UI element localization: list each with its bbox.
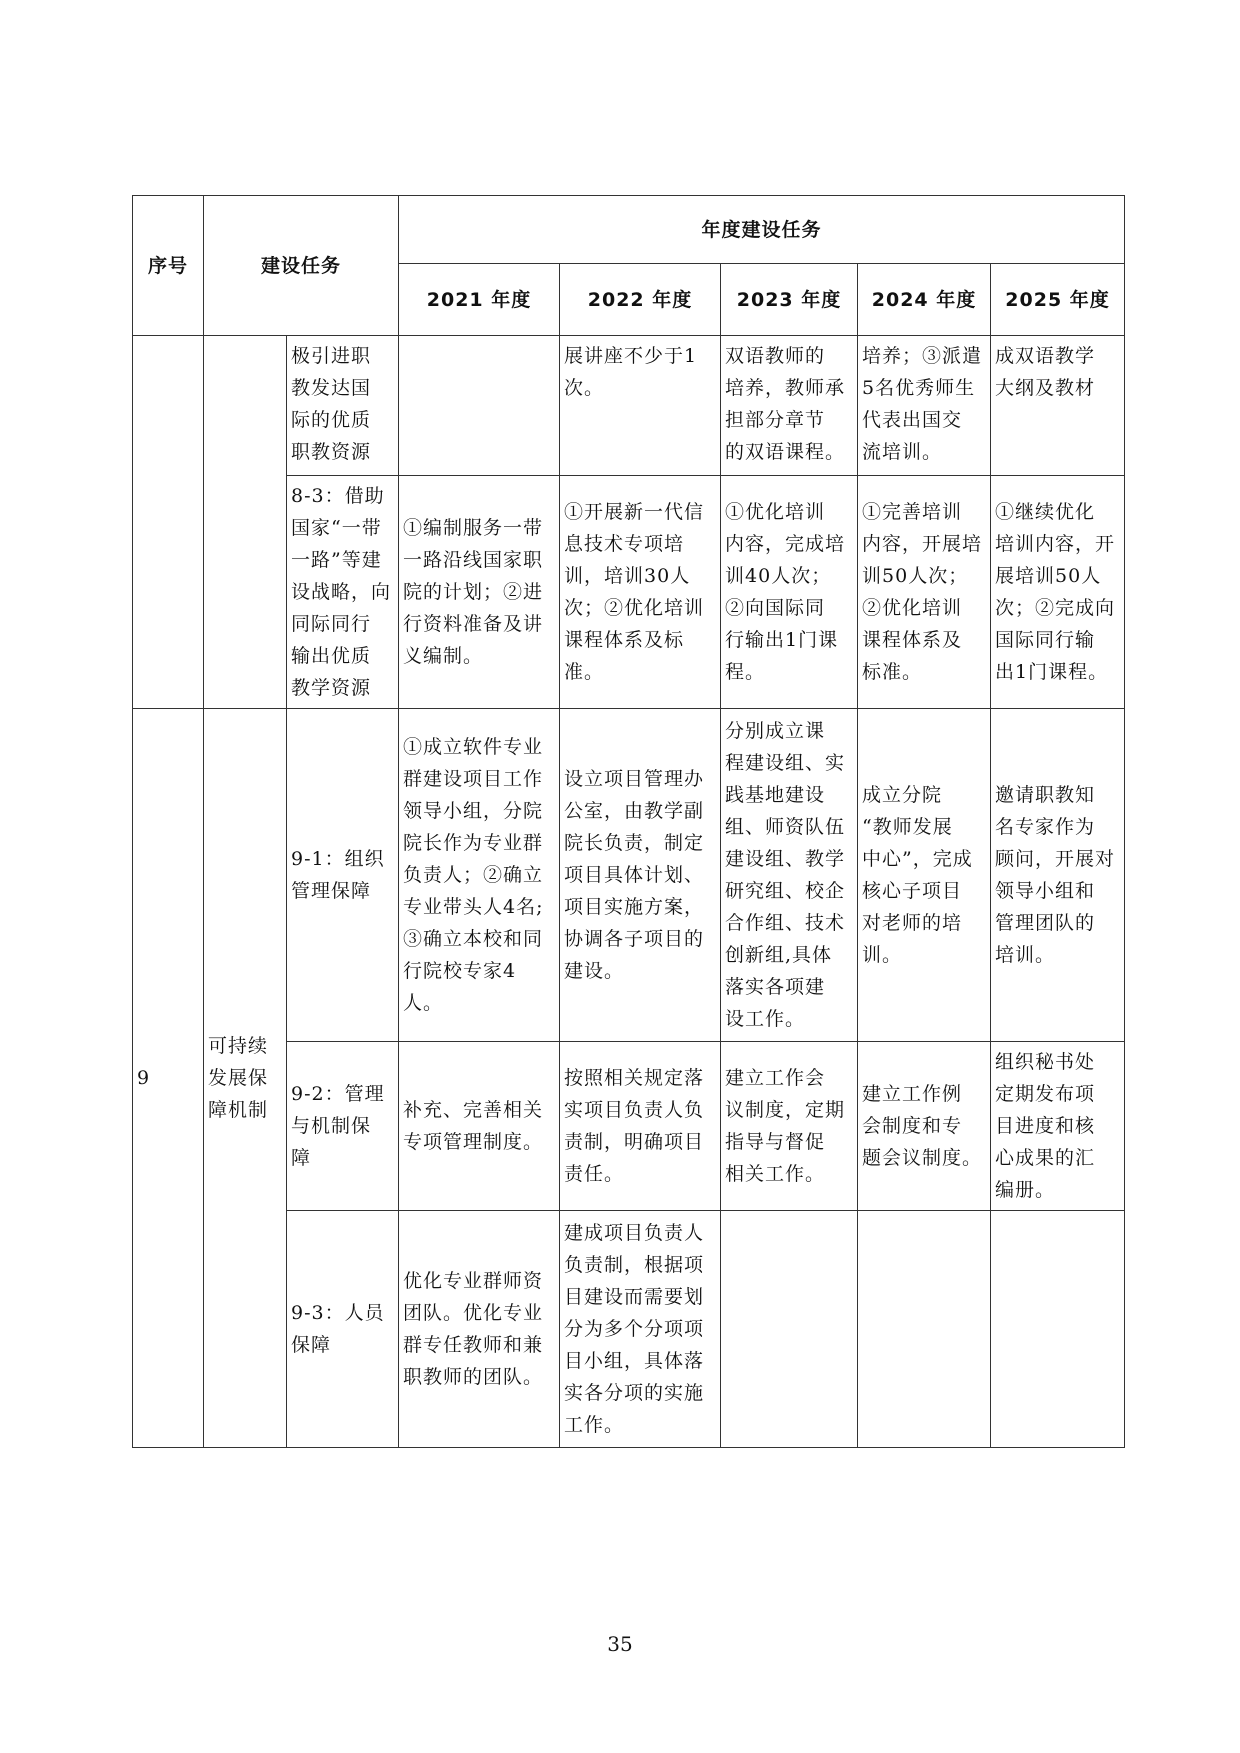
header-seq: 序号 [133,196,204,336]
year-2023-cell: ①优化培训 内容，完成培 训40人次； ②向国际同 行输出1门课 程。 [721,476,858,709]
header-annual-task: 年度建设任务 [399,196,1125,264]
year-2021-cell: ①成立软件专业 群建设项目工作 领导小组，分院 院长作为专业群 负责人；②确立 专业带头人4名; ③确立本校和同 行院校专家4 人。 [399,709,560,1042]
year-2023-cell: 分别成立课 程建设组、实 践基地建设 组、师资队伍 建设组、教学 研究组、校企 合作组、技术 创新组,具体 落实各项建 设工作。 [721,709,858,1042]
year-2022-cell: 按照相关规定落 实项目负责人负 责制，明确项目 责任。 [560,1042,721,1211]
header-task: 建设任务 [204,196,399,336]
year-2024-cell: 培养；③派遣 5名优秀师生 代表出国交 流培训。 [858,336,991,476]
table-row [133,709,1125,1042]
year-2021-cell: ①编制服务一带 一路沿线国家职 院的计划；②进 行资料准备及讲 义编制。 [399,476,560,709]
year-2021-cell: 优化专业群师资 团队。优化专业 群专任教师和兼 职教师的团队。 [399,1211,560,1448]
subtask-cell: 9-3：人员 保障 [287,1211,399,1448]
year-2021-cell: 补充、完善相关 专项管理制度。 [399,1042,560,1211]
construction-task-table [132,195,1125,1448]
seq-cell: 9 [133,709,204,1448]
header-year: 2025 年度 [991,264,1125,336]
year-2022-cell: ①开展新一代信 息技术专项培 训，培训30人 次；②优化培训 课程体系及标 准。 [560,476,721,709]
subtask-cell: 9-2：管理 与机制保 障 [287,1042,399,1211]
year-2023-cell: 建立工作会 议制度，定期 指导与督促 相关工作。 [721,1042,858,1211]
year-2024-cell: ①完善培训 内容，开展培 训50人次； ②优化培训 课程体系及 标准。 [858,476,991,709]
year-2024-cell: 成立分院 “教师发展 中心”，完成 核心子项目 对老师的培 训。 [858,709,991,1042]
subtask-cell: 9-1：组织 管理保障 [287,709,399,1042]
year-2025-cell: 成双语教学 大纲及教材 [991,336,1125,476]
year-2023-cell: 双语教师的 培养，教师承 担部分章节 的双语课程。 [721,336,858,476]
year-2022-cell: 展讲座不少于1 次。 [560,336,721,476]
header-year: 2022 年度 [560,264,721,336]
subtask-cell: 极引进职 教发达国 际的优质 职教资源 [287,336,399,476]
page-number: 35 [607,1632,633,1656]
year-2021-cell [399,336,560,476]
table-row [133,336,1125,476]
year-2025-cell: ①继续优化 培训内容，开 展培训50人 次；②完成向 国际同行输 出1门课程。 [991,476,1125,709]
header-year: 2024 年度 [858,264,991,336]
subtask-cell: 8-3：借助 国家“一带 一路”等建 设战略，向 同际同行 输出优质 教学资源 [287,476,399,709]
year-2025-cell [991,1211,1125,1448]
year-2025-cell: 组织秘书处 定期发布项 目进度和核 心成果的汇 编册。 [991,1042,1125,1211]
task-cell: 可持续 发展保 障机制 [204,709,287,1448]
header-year: 2023 年度 [721,264,858,336]
seq-cell [133,336,204,709]
year-2023-cell [721,1211,858,1448]
header-row-1 [133,196,1125,264]
year-2024-cell: 建立工作例 会制度和专 题会议制度。 [858,1042,991,1211]
task-cell [204,336,287,709]
year-2022-cell: 建成项目负责人 负责制，根据项 目建设而需要划 分为多个分项项 目小组，具体落 实各分项的实施 工作。 [560,1211,721,1448]
year-2025-cell: 邀请职教知 名专家作为 顾问，开展对 领导小组和 管理团队的 培训。 [991,709,1125,1042]
header-year: 2021 年度 [399,264,560,336]
year-2024-cell [858,1211,991,1448]
year-2022-cell: 设立项目管理办 公室，由教学副 院长负责，制定 项目具体计划、 项目实施方案， 协调各子项目的 建设。 [560,709,721,1042]
